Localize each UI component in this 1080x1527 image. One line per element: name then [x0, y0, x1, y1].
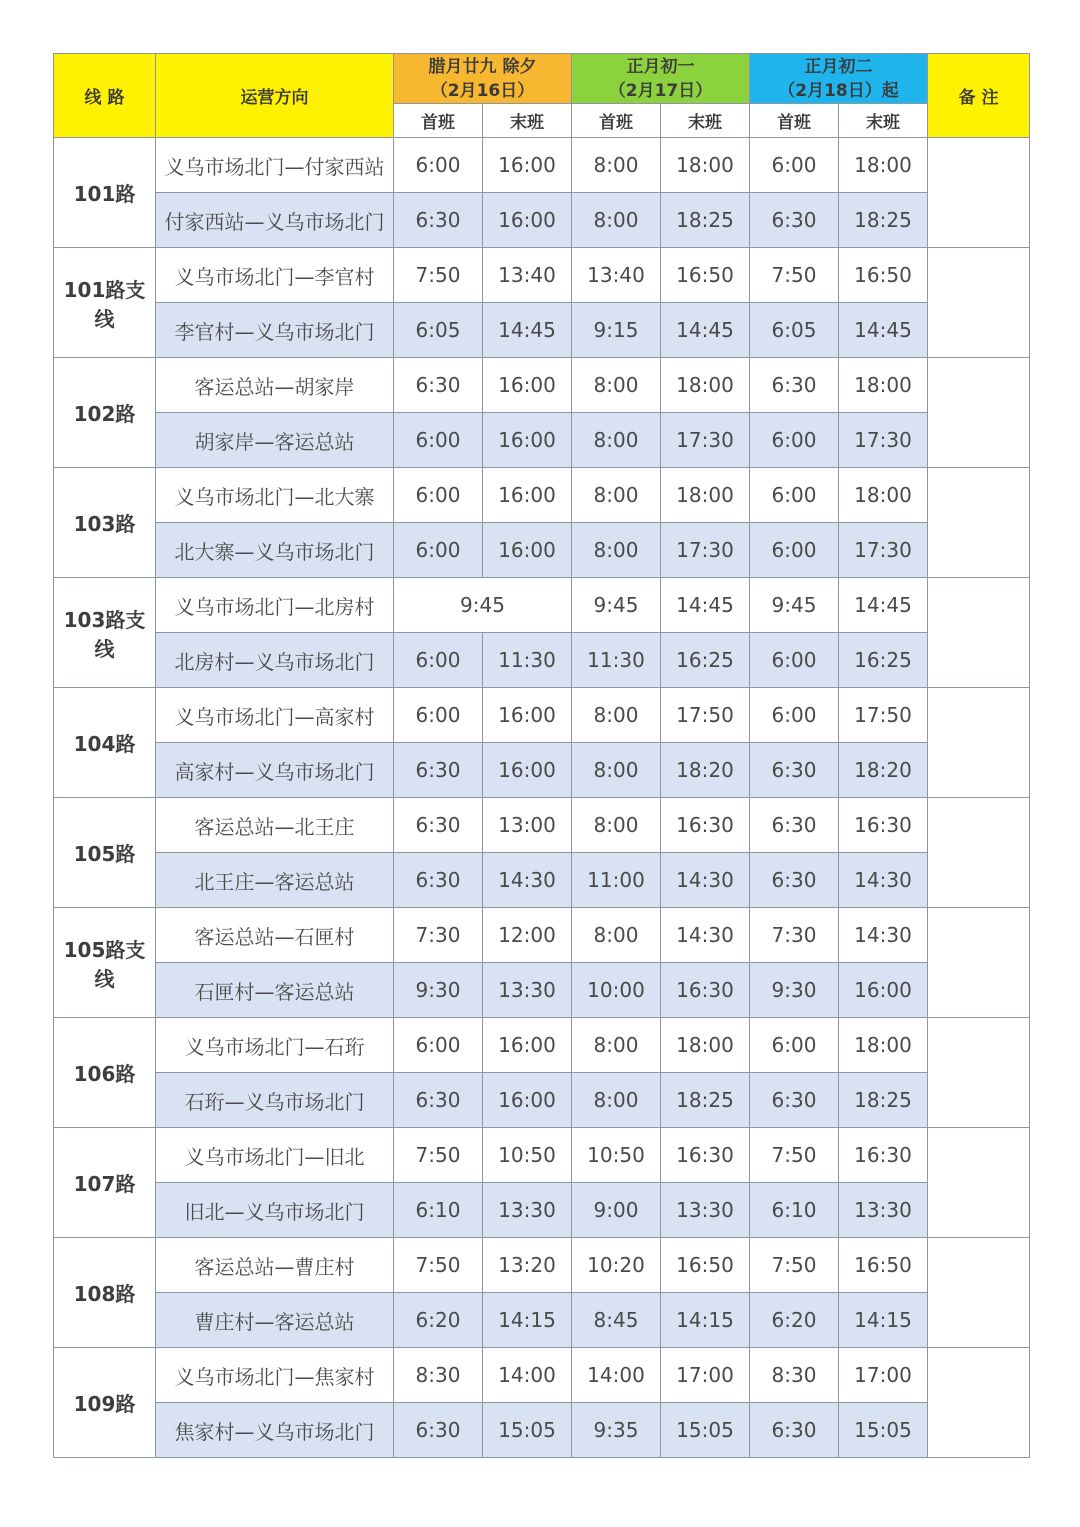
- time-cell: 16:30: [661, 1128, 750, 1183]
- time-cell: 11:00: [572, 853, 661, 908]
- time-cell: 13:30: [483, 1183, 572, 1238]
- time-cell: 7:50: [394, 1238, 483, 1293]
- remark-cell: [928, 798, 1030, 908]
- time-cell: 16:00: [483, 193, 572, 248]
- bus-schedule-table: [53, 53, 1030, 1458]
- direction-header: 运营方向: [156, 54, 394, 138]
- time-cell: 8:45: [572, 1293, 661, 1348]
- time-cell: 16:30: [661, 963, 750, 1018]
- remark-cell: [928, 358, 1030, 468]
- time-cell: 6:00: [394, 688, 483, 743]
- time-cell: 6:30: [750, 193, 839, 248]
- direction-cell: 胡家岸—客运总站: [156, 413, 394, 468]
- remark-cell: [928, 1348, 1030, 1458]
- time-cell: 18:20: [839, 743, 928, 798]
- table-row: [54, 1293, 1030, 1348]
- time-cell: 8:00: [572, 1073, 661, 1128]
- time-cell: 6:00: [394, 468, 483, 523]
- time-cell: 6:00: [750, 633, 839, 688]
- time-cell: 6:00: [750, 688, 839, 743]
- day1-last-bus-header: 末班: [483, 104, 572, 138]
- direction-cell: 北房村—义乌市场北门: [156, 633, 394, 688]
- time-cell: 14:45: [661, 578, 750, 633]
- time-cell: 14:30: [839, 908, 928, 963]
- time-cell: 13:30: [839, 1183, 928, 1238]
- direction-cell: 李官村—义乌市场北门: [156, 303, 394, 358]
- time-cell: 16:30: [839, 798, 928, 853]
- time-cell: 12:00: [483, 908, 572, 963]
- table-row: [54, 963, 1030, 1018]
- time-cell: 7:30: [750, 908, 839, 963]
- route-name: 101路支线: [54, 248, 156, 358]
- day2-header: [572, 54, 750, 104]
- route-name: 101路: [54, 138, 156, 248]
- time-cell: 8:30: [750, 1348, 839, 1403]
- remark-cell: [928, 1238, 1030, 1348]
- time-cell: 14:45: [483, 303, 572, 358]
- time-cell: 14:30: [661, 908, 750, 963]
- remark-cell: [928, 138, 1030, 248]
- time-cell: 6:30: [750, 853, 839, 908]
- table-row: [54, 688, 1030, 743]
- time-cell: 18:00: [839, 358, 928, 413]
- remark-cell: [928, 688, 1030, 798]
- route-name: 108路: [54, 1238, 156, 1348]
- time-cell: 10:00: [572, 963, 661, 1018]
- table-row: [54, 1238, 1030, 1293]
- time-cell: 11:30: [572, 633, 661, 688]
- route-name: 109路: [54, 1348, 156, 1458]
- day3-header-line2: （2月18日）起: [778, 80, 899, 101]
- table-row: [54, 798, 1030, 853]
- direction-cell: 北王庄—客运总站: [156, 853, 394, 908]
- remark-cell: [928, 578, 1030, 688]
- direction-cell: 义乌市场北门—焦家村: [156, 1348, 394, 1403]
- time-cell: 18:00: [661, 138, 750, 193]
- time-cell: 8:30: [394, 1348, 483, 1403]
- time-cell: 16:25: [839, 633, 928, 688]
- direction-cell: 高家村—义乌市场北门: [156, 743, 394, 798]
- route-name: 105路支线: [54, 908, 156, 1018]
- time-cell: 8:00: [572, 468, 661, 523]
- time-cell: 16:30: [661, 798, 750, 853]
- time-cell: 15:05: [483, 1403, 572, 1458]
- time-cell: 8:00: [572, 688, 661, 743]
- time-cell: 6:00: [394, 138, 483, 193]
- time-cell: 8:00: [572, 743, 661, 798]
- time-cell: 6:00: [394, 633, 483, 688]
- schedule-body: [54, 138, 1030, 1458]
- time-cell: 14:30: [483, 853, 572, 908]
- time-cell: 13:30: [483, 963, 572, 1018]
- route-name: 105路: [54, 798, 156, 908]
- time-cell: 14:15: [661, 1293, 750, 1348]
- route-name: 107路: [54, 1128, 156, 1238]
- remark-header: 备 注: [928, 54, 1030, 138]
- time-cell: 8:00: [572, 358, 661, 413]
- time-cell: 16:00: [483, 688, 572, 743]
- time-cell: 6:00: [394, 523, 483, 578]
- time-cell: 8:00: [572, 908, 661, 963]
- time-cell: 9:30: [750, 963, 839, 1018]
- time-cell: 16:30: [839, 1128, 928, 1183]
- time-cell: 14:00: [483, 1348, 572, 1403]
- time-cell: 18:25: [661, 193, 750, 248]
- day2-first-bus-header: 首班: [572, 104, 661, 138]
- time-cell: 9:15: [572, 303, 661, 358]
- time-cell: 13:40: [483, 248, 572, 303]
- route-name: 103路支线: [54, 578, 156, 688]
- time-cell-merged: 9:45: [394, 578, 572, 633]
- time-cell: 10:20: [572, 1238, 661, 1293]
- time-cell: 16:00: [483, 1018, 572, 1073]
- time-cell: 13:20: [483, 1238, 572, 1293]
- time-cell: 6:00: [394, 413, 483, 468]
- time-cell: 16:25: [661, 633, 750, 688]
- time-cell: 6:00: [750, 413, 839, 468]
- remark-cell: [928, 1128, 1030, 1238]
- time-cell: 16:00: [839, 963, 928, 1018]
- table-row: [54, 1403, 1030, 1458]
- time-cell: 17:30: [839, 413, 928, 468]
- time-cell: 18:00: [839, 138, 928, 193]
- time-cell: 16:50: [661, 1238, 750, 1293]
- route-name: 102路: [54, 358, 156, 468]
- direction-cell: 焦家村—义乌市场北门: [156, 1403, 394, 1458]
- direction-cell: 曹庄村—客运总站: [156, 1293, 394, 1348]
- time-cell: 16:50: [839, 248, 928, 303]
- time-cell: 18:20: [661, 743, 750, 798]
- time-cell: 16:50: [839, 1238, 928, 1293]
- direction-cell: 客运总站—曹庄村: [156, 1238, 394, 1293]
- remark-cell: [928, 1018, 1030, 1128]
- day2-last-bus-header: 末班: [661, 104, 750, 138]
- day3-last-bus-header: 末班: [839, 104, 928, 138]
- remark-cell: [928, 908, 1030, 1018]
- time-cell: 6:00: [750, 138, 839, 193]
- time-cell: 14:30: [839, 853, 928, 908]
- time-cell: 6:30: [750, 358, 839, 413]
- table-row: [54, 1348, 1030, 1403]
- time-cell: 8:00: [572, 193, 661, 248]
- table-row: [54, 578, 1030, 633]
- time-cell: 8:00: [572, 413, 661, 468]
- time-cell: 6:00: [750, 523, 839, 578]
- time-cell: 10:50: [572, 1128, 661, 1183]
- time-cell: 7:50: [750, 1238, 839, 1293]
- time-cell: 6:05: [394, 303, 483, 358]
- time-cell: 9:00: [572, 1183, 661, 1238]
- time-cell: 17:00: [661, 1348, 750, 1403]
- time-cell: 13:00: [483, 798, 572, 853]
- time-cell: 17:30: [661, 413, 750, 468]
- time-cell: 6:20: [750, 1293, 839, 1348]
- time-cell: 16:00: [483, 743, 572, 798]
- direction-cell: 义乌市场北门—高家村: [156, 688, 394, 743]
- time-cell: 16:00: [483, 138, 572, 193]
- time-cell: 6:30: [394, 743, 483, 798]
- time-cell: 6:30: [750, 798, 839, 853]
- time-cell: 14:45: [839, 578, 928, 633]
- time-cell: 11:30: [483, 633, 572, 688]
- time-cell: 9:30: [394, 963, 483, 1018]
- table-row: [54, 248, 1030, 303]
- time-cell: 14:45: [661, 303, 750, 358]
- time-cell: 9:35: [572, 1403, 661, 1458]
- table-row: [54, 1183, 1030, 1238]
- remark-cell: [928, 468, 1030, 578]
- time-cell: 9:45: [750, 578, 839, 633]
- remark-cell: [928, 248, 1030, 358]
- time-cell: 6:05: [750, 303, 839, 358]
- time-cell: 18:00: [661, 358, 750, 413]
- time-cell: 6:30: [394, 798, 483, 853]
- time-cell: 10:50: [483, 1128, 572, 1183]
- time-cell: 6:00: [750, 468, 839, 523]
- time-cell: 6:30: [394, 193, 483, 248]
- time-cell: 6:00: [750, 1018, 839, 1073]
- time-cell: 6:20: [394, 1293, 483, 1348]
- route-name: 103路: [54, 468, 156, 578]
- direction-cell: 义乌市场北门—石珩: [156, 1018, 394, 1073]
- time-cell: 6:30: [394, 1403, 483, 1458]
- time-cell: 6:10: [750, 1183, 839, 1238]
- direction-cell: 旧北—义乌市场北门: [156, 1183, 394, 1238]
- time-cell: 14:00: [572, 1348, 661, 1403]
- time-cell: 18:00: [839, 1018, 928, 1073]
- direction-cell: 义乌市场北门—北房村: [156, 578, 394, 633]
- direction-cell: 客运总站—石匣村: [156, 908, 394, 963]
- time-cell: 17:50: [839, 688, 928, 743]
- table-row: [54, 1073, 1030, 1128]
- time-cell: 6:30: [394, 358, 483, 413]
- direction-cell: 义乌市场北门—北大寨: [156, 468, 394, 523]
- time-cell: 17:00: [839, 1348, 928, 1403]
- time-cell: 15:05: [839, 1403, 928, 1458]
- direction-cell: 付家西站—义乌市场北门: [156, 193, 394, 248]
- time-cell: 15:05: [661, 1403, 750, 1458]
- time-cell: 6:30: [750, 1403, 839, 1458]
- time-cell: 6:30: [750, 743, 839, 798]
- day1-header: [394, 54, 572, 104]
- table-row: [54, 138, 1030, 193]
- time-cell: 7:50: [750, 1128, 839, 1183]
- direction-cell: 义乌市场北门—李官村: [156, 248, 394, 303]
- table-row: [54, 1018, 1030, 1073]
- route-name: 104路: [54, 688, 156, 798]
- direction-cell: 客运总站—胡家岸: [156, 358, 394, 413]
- table-row: [54, 743, 1030, 798]
- direction-cell: 北大寨—义乌市场北门: [156, 523, 394, 578]
- table-row: [54, 1128, 1030, 1183]
- table-row: [54, 303, 1030, 358]
- time-cell: 6:10: [394, 1183, 483, 1238]
- table-row: [54, 193, 1030, 248]
- time-cell: 18:25: [839, 193, 928, 248]
- time-cell: 6:30: [394, 1073, 483, 1128]
- day1-header-line1: 腊月廿九 除夕: [428, 56, 537, 77]
- time-cell: 17:30: [839, 523, 928, 578]
- table-row: [54, 633, 1030, 688]
- time-cell: 7:30: [394, 908, 483, 963]
- time-cell: 14:15: [483, 1293, 572, 1348]
- direction-cell: 石匣村—客运总站: [156, 963, 394, 1018]
- day2-header-line1: 正月初一: [626, 56, 695, 77]
- time-cell: 6:30: [750, 1073, 839, 1128]
- day3-header-line1: 正月初二: [804, 56, 873, 77]
- day1-first-bus-header: 首班: [394, 104, 483, 138]
- time-cell: 16:50: [661, 248, 750, 303]
- route-header: 线 路: [54, 54, 156, 138]
- direction-cell: 义乌市场北门—付家西站: [156, 138, 394, 193]
- time-cell: 8:00: [572, 1018, 661, 1073]
- time-cell: 7:50: [394, 248, 483, 303]
- direction-cell: 客运总站—北王庄: [156, 798, 394, 853]
- time-cell: 13:40: [572, 248, 661, 303]
- day3-first-bus-header: 首班: [750, 104, 839, 138]
- table-row: [54, 853, 1030, 908]
- day1-header-line2: （2月16日）: [430, 80, 535, 101]
- day2-header-line2: （2月17日）: [608, 80, 713, 101]
- time-cell: 14:15: [839, 1293, 928, 1348]
- route-name: 106路: [54, 1018, 156, 1128]
- time-cell: 16:00: [483, 1073, 572, 1128]
- time-cell: 13:30: [661, 1183, 750, 1238]
- time-cell: 18:00: [839, 468, 928, 523]
- table-row: [54, 523, 1030, 578]
- time-cell: 6:30: [394, 853, 483, 908]
- time-cell: 8:00: [572, 138, 661, 193]
- table-row: [54, 468, 1030, 523]
- time-cell: 16:00: [483, 523, 572, 578]
- time-cell: 8:00: [572, 798, 661, 853]
- table-row: [54, 413, 1030, 468]
- time-cell: 7:50: [394, 1128, 483, 1183]
- time-cell: 16:00: [483, 358, 572, 413]
- direction-cell: 义乌市场北门—旧北: [156, 1128, 394, 1183]
- direction-cell: 石珩—义乌市场北门: [156, 1073, 394, 1128]
- time-cell: 16:00: [483, 468, 572, 523]
- table-row: [54, 908, 1030, 963]
- time-cell: 17:50: [661, 688, 750, 743]
- time-cell: 7:50: [750, 248, 839, 303]
- table-row: [54, 358, 1030, 413]
- time-cell: 9:45: [572, 578, 661, 633]
- time-cell: 18:25: [839, 1073, 928, 1128]
- time-cell: 18:00: [661, 468, 750, 523]
- time-cell: 18:25: [661, 1073, 750, 1128]
- time-cell: 14:45: [839, 303, 928, 358]
- time-cell: 8:00: [572, 523, 661, 578]
- day3-header: [750, 54, 928, 104]
- time-cell: 17:30: [661, 523, 750, 578]
- time-cell: 16:00: [483, 413, 572, 468]
- time-cell: 6:00: [394, 1018, 483, 1073]
- time-cell: 18:00: [661, 1018, 750, 1073]
- time-cell: 14:30: [661, 853, 750, 908]
